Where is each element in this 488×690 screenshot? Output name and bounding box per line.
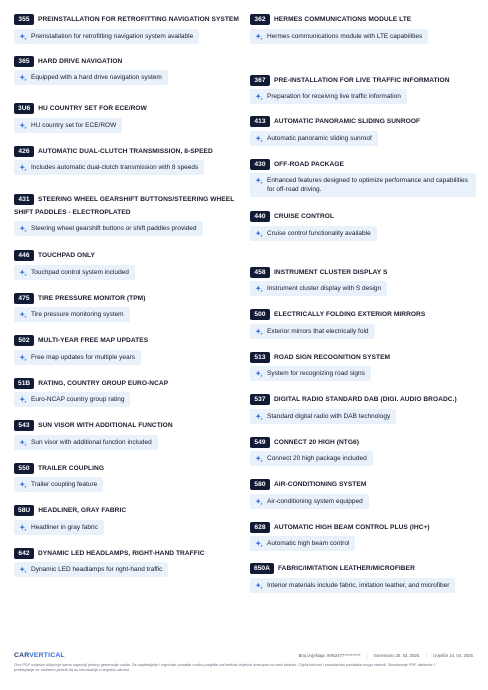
option-description <box>250 494 369 509</box>
options-column-right <box>250 14 480 595</box>
sparkle-icon <box>255 327 263 336</box>
option-description-text: Sun visor with additional function included <box>31 438 152 446</box>
option-item <box>250 352 480 384</box>
sparkle-icon <box>19 395 27 404</box>
option-description-text: Trailer coupling feature <box>31 481 98 488</box>
option-heading <box>250 116 480 129</box>
option-item <box>250 159 480 198</box>
option-title: FABRIC/IMITATION LEATHER/MICROFIBER <box>277 565 415 572</box>
disclaimer-text: Ovo PDF izvješće uključuje samo najnoviji pristup generacije vozila. Za najdetaljnije i najnovije podatke vozila posjetite carVertical izvješće dostupno na web stranici. Cijela točnost i pouzdanost podataka mogu varirati. Skraćivanje PDF datoteke i preklapanje ne možemo jamčiti da su informacije u izvješću ažurne. <box>14 662 435 673</box>
option-heading <box>14 250 244 263</box>
option-description <box>250 451 373 466</box>
option-description <box>250 366 371 381</box>
option-description <box>250 578 455 593</box>
option-title: TOUCHPAD ONLY <box>38 252 95 259</box>
option-title: AUTOMATIC PANORAMIC SLIDING SUNROOF <box>274 118 421 125</box>
option-title: DIGITAL RADIO STANDARD DAB (DIGI. AUDIO BROADC.) <box>274 396 457 403</box>
option-heading <box>250 75 480 88</box>
option-description <box>250 173 476 197</box>
option-item <box>250 309 480 341</box>
option-item <box>14 420 244 452</box>
option-item <box>250 479 480 511</box>
option-item <box>250 116 480 148</box>
option-description <box>14 70 168 85</box>
option-description-text: Enhanced features designed to optimize performance and capabilities for off-road driving. <box>267 177 468 193</box>
option-heading <box>14 335 244 348</box>
option-code-badge: 51B <box>14 378 34 389</box>
option-description <box>250 226 377 241</box>
option-title: TIRE PRESSURE MONITOR (TPM) <box>38 294 146 302</box>
option-title: HERMES COMMUNICATIONS MODULE LTE <box>274 16 412 23</box>
option-description-text: Exterior mirrors that electrically fold <box>267 327 369 335</box>
option-title: AUTOMATIC HIGH BEAM CONTROL PLUS (IHC+) <box>274 523 430 531</box>
generated-date: Generirano 25. 03. 2026. <box>373 653 421 658</box>
option-item <box>14 505 244 537</box>
page-footer <box>14 652 474 673</box>
option-item <box>14 548 244 580</box>
option-item <box>14 14 244 46</box>
option-description-text: Interior materials include fabric, imitation leather, and microfiber <box>267 581 450 589</box>
sparkle-icon <box>255 229 263 238</box>
option-description <box>14 520 104 535</box>
option-item <box>14 335 244 367</box>
sparkle-icon <box>19 353 27 362</box>
option-code-badge: 440 <box>250 211 270 222</box>
option-code-badge: 458 <box>250 267 270 278</box>
sparkle-icon <box>255 539 263 548</box>
option-heading <box>14 463 244 476</box>
option-code-badge: 550 <box>14 463 34 474</box>
option-description-text: Touchpad control system included <box>31 268 129 276</box>
option-title: AIR-CONDITIONING SYSTEM <box>274 481 367 488</box>
option-description <box>250 536 355 551</box>
sparkle-icon <box>255 412 263 421</box>
option-title: PREINSTALLATION FOR RETROFITTING NAVIGATION SYSTEM <box>38 16 239 23</box>
option-code-badge: 3U6 <box>14 103 34 114</box>
option-title: ROAD SIGN RECOGNITION SYSTEM <box>274 353 391 361</box>
option-heading <box>250 267 480 280</box>
option-description-text: Tire pressure monitoring system <box>31 311 124 318</box>
option-code-badge: 362 <box>250 14 270 25</box>
option-heading <box>14 146 244 159</box>
option-title: ELECTRICALLY FOLDING EXTERIOR MIRRORS <box>274 311 426 318</box>
option-code-badge: 426 <box>14 146 34 157</box>
sparkle-icon <box>255 134 263 143</box>
option-item <box>14 146 244 178</box>
option-code-badge: 642 <box>14 548 34 559</box>
option-description <box>14 307 130 322</box>
options-list <box>14 14 474 595</box>
sparkle-icon <box>255 369 263 378</box>
option-heading <box>250 522 480 535</box>
option-description <box>14 118 122 133</box>
option-description <box>14 160 204 175</box>
option-code-badge: 580 <box>250 479 270 490</box>
sparkle-icon <box>19 32 27 41</box>
option-description <box>14 350 141 365</box>
sparkle-icon <box>19 73 27 82</box>
option-heading <box>14 420 244 433</box>
option-item <box>250 267 480 299</box>
option-title: AUTOMATIC DUAL-CLUTCH TRANSMISSION, 8-SPEED <box>38 147 213 155</box>
option-description-text: Headliner in gray fabric <box>31 523 98 531</box>
option-item <box>14 378 244 410</box>
options-column-left <box>14 14 244 595</box>
option-description-text: Connect 20 high package included <box>267 455 367 462</box>
option-code-badge: 500 <box>250 309 270 320</box>
option-description <box>14 435 158 450</box>
option-description <box>250 89 407 104</box>
option-item <box>14 56 244 88</box>
sparkle-icon <box>19 480 27 489</box>
option-heading <box>14 378 244 391</box>
sparkle-icon <box>19 310 27 319</box>
option-description-text: Euro-NCAP country group rating <box>31 396 125 403</box>
sparkle-icon <box>255 92 263 101</box>
option-description <box>250 29 428 44</box>
sparkle-icon <box>255 454 263 463</box>
option-description-text: Preparation for receiving live traffic information <box>267 93 401 100</box>
option-heading <box>250 159 480 172</box>
option-title: SUN VISOR WITH ADDITIONAL FUNCTION <box>38 422 173 429</box>
option-code-badge: 650A <box>250 563 274 574</box>
report-date: Izvješće 24. 04. 2026. <box>433 653 474 658</box>
option-item <box>14 103 244 135</box>
option-description <box>14 477 103 492</box>
option-code-badge: 502 <box>14 335 34 346</box>
option-code-badge: 58U <box>14 505 34 516</box>
option-heading <box>14 103 244 116</box>
option-description <box>250 281 387 296</box>
option-description-text: Automatic panoramic sliding sunroof <box>267 134 372 142</box>
option-description <box>14 29 199 44</box>
option-code-badge: 446 <box>14 250 34 261</box>
option-title: TRAILER COUPLING <box>38 464 105 472</box>
option-heading <box>250 352 480 365</box>
option-description-text: System for recognizing road signs <box>267 370 365 377</box>
option-description-text: Includes automatic dual-clutch transmission with 8 speeds <box>31 164 199 171</box>
option-heading <box>250 14 480 27</box>
option-heading <box>250 309 480 322</box>
option-description-text: Automatic high beam control <box>267 540 350 547</box>
option-title: RATING, COUNTRY GROUP EURO-NCAP <box>38 379 169 387</box>
option-description-text: Instrument cluster display with S design <box>267 285 382 292</box>
option-code-badge: 355 <box>14 14 34 25</box>
sparkle-icon <box>19 224 27 233</box>
carvertical-logo: CARVERTICAL <box>14 652 65 659</box>
sparkle-icon <box>19 268 27 277</box>
report-number: Broj izvještaja: WIN2477********** <box>298 653 361 658</box>
option-heading <box>14 14 244 27</box>
option-description <box>250 324 375 339</box>
option-title: HU COUNTRY SET FOR ECE/ROW <box>38 105 147 112</box>
option-item <box>250 437 480 469</box>
sparkle-icon <box>19 523 27 532</box>
option-heading <box>250 563 480 576</box>
option-description <box>250 131 378 146</box>
option-title: HEADLINER, GRAY FABRIC <box>38 507 127 514</box>
sparkle-icon <box>19 121 27 130</box>
option-code-badge: 367 <box>250 75 270 86</box>
sparkle-icon <box>255 176 263 185</box>
option-item <box>250 563 480 595</box>
option-heading <box>250 437 480 450</box>
option-heading <box>250 479 480 492</box>
option-code-badge: 543 <box>14 420 34 431</box>
option-description-text: Hermes communications module with LTE capabilities <box>267 32 423 40</box>
option-description-text: Equipped with a hard drive navigation system <box>31 74 162 81</box>
option-title: HARD DRIVE NAVIGATION <box>38 57 123 65</box>
option-item <box>14 293 244 325</box>
option-title: CRUISE CONTROL <box>274 213 335 220</box>
option-item <box>250 75 480 107</box>
sparkle-icon <box>19 438 27 447</box>
option-title: PRE-INSTALLATION FOR LIVE TRAFFIC INFORMATION <box>274 76 450 84</box>
option-description-text: Cruise control functionality available <box>267 229 371 237</box>
sparkle-icon <box>19 163 27 172</box>
option-code-badge: 413 <box>250 116 270 127</box>
option-code-badge: 549 <box>250 437 270 448</box>
option-item <box>14 463 244 495</box>
option-code-badge: 365 <box>14 56 34 67</box>
option-code-badge: 431 <box>14 194 34 205</box>
option-description <box>250 409 396 424</box>
option-item <box>14 250 244 282</box>
option-description <box>14 221 203 236</box>
option-heading <box>14 194 244 219</box>
option-title: STEERING WHEEL GEARSHIFT BUTTONS/STEERING WHEEL SHIFT PADDLES - ELECTROPLATED <box>14 196 235 216</box>
option-description <box>14 265 135 280</box>
option-title: DYNAMIC LED HEADLAMPS, RIGHT-HAND TRAFFIC <box>38 549 205 557</box>
option-description-text: Dynamic LED headlamps for right-hand traffic <box>31 566 163 573</box>
option-heading <box>14 505 244 518</box>
option-description <box>14 392 130 407</box>
option-title: OFF-ROAD PACKAGE <box>274 160 344 168</box>
option-item <box>250 211 480 243</box>
sparkle-icon <box>255 497 263 506</box>
option-description-text: Steering wheel gearshift buttons or shift paddles provided <box>31 225 197 232</box>
report-meta: Broj izvještaja: WIN2477********** | Generirano 25. 03. 2026. | Izvješće 24. 04. 2026. <box>298 653 474 658</box>
option-description <box>14 562 168 577</box>
sparkle-icon <box>255 32 263 41</box>
option-description-text: Standard digital radio with DAB technology <box>267 412 391 420</box>
option-heading <box>250 394 480 407</box>
option-code-badge: 430 <box>250 159 270 170</box>
sparkle-icon <box>19 565 27 574</box>
option-item <box>14 194 244 238</box>
option-code-badge: 537 <box>250 394 270 405</box>
option-description-text: Free map updates for multiple years <box>31 353 136 361</box>
option-item <box>250 394 480 426</box>
sparkle-icon <box>255 581 263 590</box>
option-title: CONNECT 20 HIGH (NTG6) <box>274 438 359 446</box>
option-description-text: Air-conditioning system equipped <box>267 497 363 505</box>
sparkle-icon <box>255 284 263 293</box>
option-heading <box>14 293 244 306</box>
option-heading <box>14 548 244 561</box>
option-code-badge: 513 <box>250 352 270 363</box>
option-heading <box>250 211 480 224</box>
option-item <box>250 14 480 46</box>
option-heading <box>14 56 244 69</box>
option-code-badge: 628 <box>250 522 270 533</box>
option-description-text: Preinstallation for retrofitting navigation system available <box>31 32 194 40</box>
option-code-badge: 475 <box>14 293 34 304</box>
option-title: INSTRUMENT CLUSTER DISPLAY S <box>274 268 388 276</box>
option-item <box>250 522 480 554</box>
option-title: MULTI-YEAR FREE MAP UPDATES <box>38 337 149 344</box>
option-description-text: HU country set for ECE/ROW <box>31 121 117 129</box>
